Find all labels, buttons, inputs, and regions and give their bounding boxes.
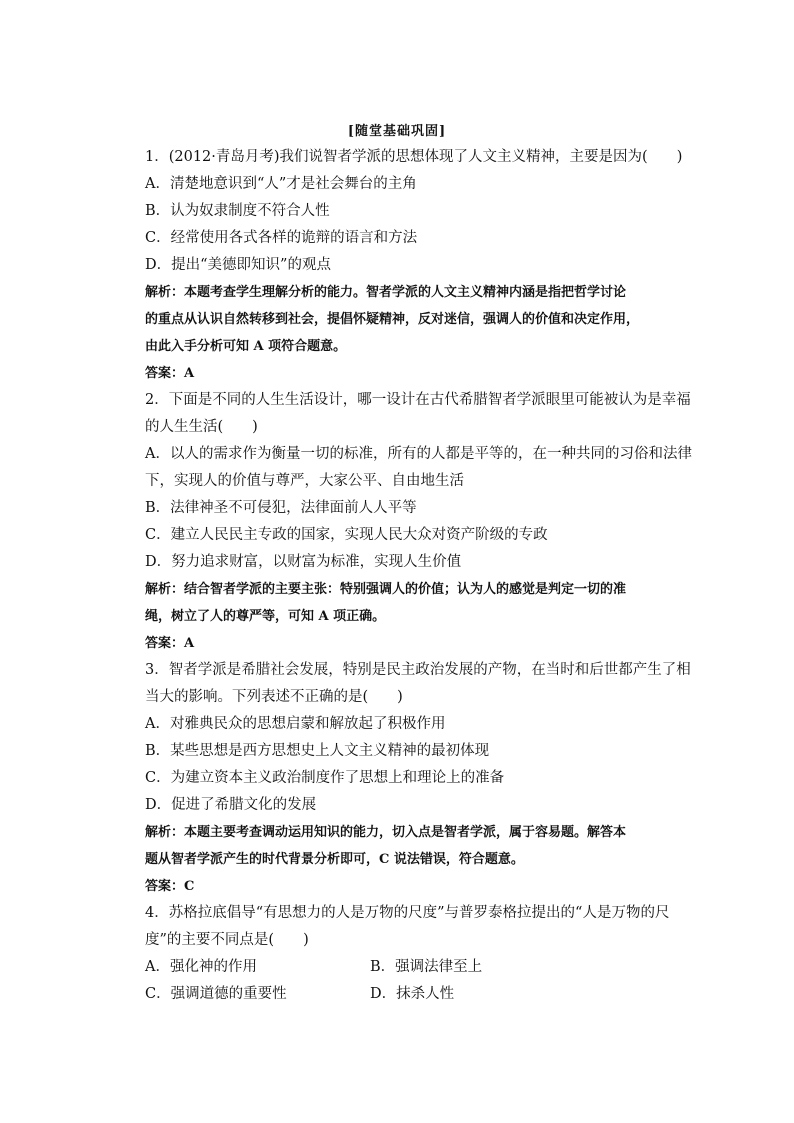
question-2-stem-line-1: 2．下面是不同的人生生活设计，哪一设计在古代希腊智者学派眼里可能被认为是幸福 bbox=[145, 392, 691, 408]
question-3-option-c: C．为建立资本主义政治制度作了思想上和理论上的准备 bbox=[145, 770, 505, 786]
question-2-option-d: D．努力追求财富，以财富为标准，实现人生价值 bbox=[145, 554, 462, 570]
question-3-analysis-line-2: 题从智者学派产生的时代背景分析即可，C 说法错误，符合题意。 bbox=[145, 852, 524, 867]
question-1-analysis-line-2: 的重点从认识自然转移到社会，提倡怀疑精神，反对迷信，强调人的价值和决定作用， bbox=[145, 312, 640, 327]
question-4-options-row-2 bbox=[145, 981, 685, 1008]
question-2-stem-line-2: 的人生生活( ) bbox=[145, 419, 258, 435]
question-2-analysis-line-1: 解析：结合智者学派的主要主张：特别强调人的价值；认为人的感觉是判定一切的准 bbox=[145, 582, 627, 597]
question-1-option-d: D．提出“美德即知识”的观点 bbox=[145, 257, 331, 273]
question-2-option-c: C．建立人民民主专政的国家，实现人民大众对资产阶级的专政 bbox=[145, 527, 548, 543]
question-3-stem-line-1: 3．智者学派是希腊社会发展，特别是民主政治发展的产物，在当时和后世都产生了相 bbox=[145, 662, 691, 678]
question-3-option-b: B．某些思想是西方思想史上人文主义精神的最初体现 bbox=[145, 743, 490, 759]
question-1-stem: 1．(2012·青岛月考)我们说智者学派的思想体现了人文主义精神，主要是因为( ) bbox=[145, 149, 683, 165]
section-header: [随堂基础巩固] bbox=[347, 124, 447, 139]
question-3-answer: 答案：C bbox=[145, 879, 195, 894]
question-1-option-c: C．经常使用各式各样的诡辩的语言和方法 bbox=[145, 230, 418, 246]
question-3-analysis-line-1: 解析：本题主要考查调动运用知识的能力，切入点是智者学派，属于容易题。解答本 bbox=[145, 825, 627, 840]
question-4-option-a: A．强化神的作用 bbox=[145, 959, 257, 975]
question-4-option-d: D．抹杀人性 bbox=[370, 986, 455, 1002]
question-2-option-a-line-1: A．以人的需求作为衡量一切的标准，所有的人都是平等的，在一种共同的习俗和法律 bbox=[145, 446, 692, 462]
question-1-analysis-line-1: 解析：本题考查学生理解分析的能力。智者学派的人文主义精神内涵是指把哲学讨论 bbox=[145, 285, 627, 300]
question-4-stem-line-2: 度”的主要不同点是( ) bbox=[145, 932, 309, 948]
question-1-analysis-line-3: 由此入手分析可知 A 项符合题意。 bbox=[145, 339, 347, 354]
question-3 bbox=[145, 657, 691, 900]
question-3-option-d: D．促进了希腊文化的发展 bbox=[145, 797, 317, 813]
question-4-stem-line-1: 4．苏格拉底倡导“有思想力的人是万物的尺度”与普罗泰格拉提出的“人是万物的尺 bbox=[145, 905, 670, 921]
questions-content bbox=[145, 144, 692, 1008]
question-2-answer: 答案：A bbox=[145, 636, 195, 651]
question-4-option-b: B．强调法律至上 bbox=[370, 959, 483, 975]
question-2-option-b: B．法律神圣不可侵犯，法律面前人人平等 bbox=[145, 500, 417, 516]
question-1-option-a: A．清楚地意识到“人”才是社会舞台的主角 bbox=[145, 176, 417, 192]
question-4-options-row-1 bbox=[145, 954, 685, 981]
question-4-option-c: C．强调道德的重要性 bbox=[145, 986, 287, 1002]
question-2 bbox=[145, 387, 692, 657]
question-3-stem-line-2: 当大的影响。下列表述不正确的是( ) bbox=[145, 689, 403, 705]
question-1-answer: 答案：A bbox=[145, 366, 195, 381]
question-4 bbox=[145, 900, 685, 1008]
question-1 bbox=[145, 144, 685, 387]
question-1-option-b: B．认为奴隶制度不符合人性 bbox=[145, 203, 330, 219]
question-2-option-a-line-2: 下，实现人的价值与尊严，大家公平、自由地生活 bbox=[145, 473, 464, 489]
question-2-analysis-line-2: 绳，树立了人的尊严等，可知 A 项正确。 bbox=[145, 609, 386, 624]
question-3-option-a: A．对雅典民众的思想启蒙和解放起了积极作用 bbox=[145, 716, 446, 732]
